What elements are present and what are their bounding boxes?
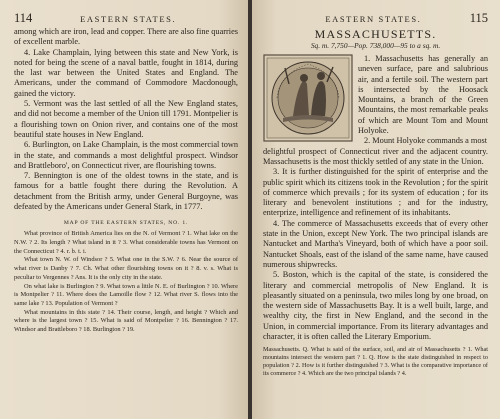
footnote-questions: Massachusetts. Q. What is said of the surface, soil, and air of Massachusetts ? 1. What mountains intersect the western part ? 1. Q. How is the state distinguished in respect to population ? 2. How is it further distinguished ? 3. What is the comparative importance of its commerce ? 4. Which are the two principal islands ? 4. xyxy=(263,346,488,378)
paragraph: 4. Lake Champlain, lying between this state and New York, is noted for being the scene of a naval battle, fought in 1814, during the last war between the United States and England. The Americans, under the command of Commodore Macdonough, gained the victory. xyxy=(14,47,238,98)
paragraph: delightful prospect of Connecticut river and the adjacent country. Massachusetts is the most thickly settled of any state in the Union. xyxy=(263,146,488,166)
paragraph: 5. Vermont was the last settled of all the New England states, and did not become a member of the Union till 1791. Montpelier is a flourishing town on Onion river, and contains one of the most beautiful state houses in New England. xyxy=(14,99,238,139)
paragraph: 6. Burlington, on Lake Champlain, is the most commercial town in the state, and commands a most delightful prospect. Windsor and Brattleboro', on Connecticut river, are flourishing towns. xyxy=(14,140,238,170)
paragraph: 7. Bennington is one of the oldest towns in the state, and is famous for a battle fought there during the Revolution. A detachment from the British army, under General Burgoyne, was defeated by the Americans under General Stark, in 1777. xyxy=(14,171,238,212)
intro-text xyxy=(358,54,488,147)
running-head: EASTERN STATES. xyxy=(80,14,177,24)
paragraph: 2. Mount Holyoke commands a most xyxy=(364,136,488,146)
state-seal-icon xyxy=(263,54,353,142)
left-page xyxy=(0,0,248,419)
question-block: What town N. W. of Windsor ? 5. What one in the S.W. ? 6. Near the source of what river is Danby ? 7. Ch. What other flourishing towns on it ? 8. v. s. What is peculiar to Vergennes ? Ans. It is the only city in the state. xyxy=(14,256,238,281)
right-page xyxy=(252,0,500,419)
paragraph: 3. It is further distinguished for the spirit of enterprise and the public spirit which its citizens took in the Revolution ; for the spirit of commerce which prevails ; for its system of education ; for its literary and benevolent institutions ; and for the industry, enterprize, intelligence and refinement of its inhabitants. xyxy=(263,167,488,218)
question-block: What province of British America lies on the N. of Vermont ? 1. What lake on the N.W. ? 2. Its length ? What island in it ? 3. What considerable towns has Vermont on the Connecticut ? 4. r. b. t. i. xyxy=(14,230,238,255)
question-block: On what lake is Burlington ? 9. What town a little N. E. of Burlington ? 10. Where is Montpelier ? 11. Where does the Lamoille flow ? 12. What river S. flows into the same lake ? 13. Population of Vermont ? xyxy=(14,282,238,307)
page-number: 114 xyxy=(14,11,33,25)
state-title: MASSACHUSETTS. xyxy=(314,27,437,41)
seal-and-intro xyxy=(263,54,488,147)
right-page-header xyxy=(263,11,488,27)
question-block: What mountains in this state ? 14. Their course, length, and height ? Which and where is the largest town ? 15. What is said of Montpelier ? 16. Bennington ? 17. Windsor and Brattleboro ? 18. Burlington ? 19. xyxy=(14,308,238,334)
running-head: EASTERN STATES. xyxy=(325,14,422,24)
page-number: 115 xyxy=(469,11,488,25)
paragraph: 1. Massachusetts has generally an uneven surface, pare and salubrious air, and a fertile soil. The western part is intersected by the Hoosack Mountains, a branch of the Green Mountains, the most remarkable peaks of which are Mount Tom and Mount Holyoke. xyxy=(358,54,488,136)
paragraph: 4. The commerce of Massachusetts exceeds that of every other state in the Union, except New York. The two principal islands are Nantucket and Martha's Vineyard, both of which have a poor soil. Nantucket Shoals, east of the island of the same name, have caused numerous shipwrecks. xyxy=(263,218,488,269)
map-questions-title: MAP OF THE EASTERN STATES, NO. 1. xyxy=(63,220,189,227)
state-statistics: Sq. m. 7,750—Pop. 738,000—95 to a sq. m. xyxy=(310,41,441,50)
left-page-header xyxy=(14,11,238,27)
paragraph: 5. Boston, which is the capital of the state, is considered the literary and commercial metropolis of New England. It is pleasantly situated on a peninsula, two miles long by one broad, on the western side of Massachusetts Bay. It is a well built, large, and wealthy city, the first in New England, and the second in the Union, in commercial importance. From its literary advantages and character, it is often called the Literary Emporium. xyxy=(263,270,488,342)
paragraph: among which are iron, lead and copper. There are also fine quarries of excellent marble. xyxy=(14,27,238,47)
